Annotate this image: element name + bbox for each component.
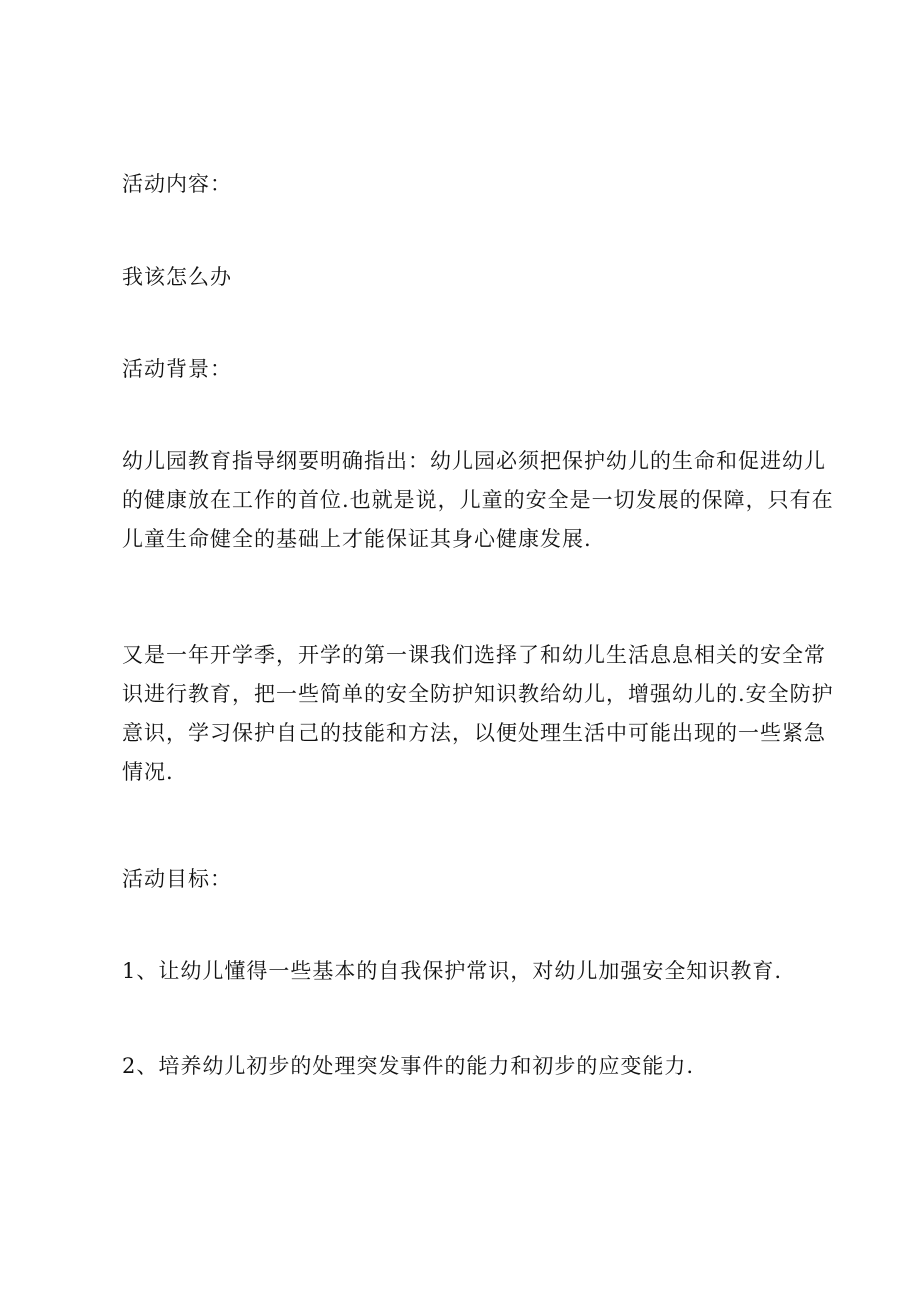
content-heading: [122, 165, 822, 204]
paragraph-line: 识进行教育，把一些简单的安全防护知识教给幼儿，增强幼儿的.安全防护: [122, 682, 834, 706]
goal-item-text: 1、让幼儿懂得一些基本的自我保护常识，对幼儿加强安全知识教育.: [122, 959, 783, 983]
goal-item-text: 2、培养幼儿初步的处理突发事件的能力和初步的应变能力.: [122, 1054, 695, 1078]
content-heading-text: 活动内容：: [122, 172, 232, 196]
activity-title-text: 我该怎么办: [122, 265, 232, 289]
goals-heading-text: 活动目标：: [122, 867, 232, 891]
paragraph-line: 又是一年开学季，开学的第一课我们选择了和幼儿生活息息相关的安全常: [122, 643, 826, 667]
background-heading-text: 活动背景：: [122, 357, 232, 381]
paragraph-line: 幼儿园教育指导纲要明确指出：幼儿园必须把保护幼儿的生命和促进幼儿: [122, 449, 826, 473]
goals-heading: [122, 860, 822, 899]
background-heading: [122, 350, 822, 389]
paragraph-line: 儿童生命健全的基础上才能保证其身心健康发展.: [122, 527, 592, 551]
goal-item-2: [122, 1047, 822, 1086]
background-paragraph-2: [122, 636, 834, 792]
background-paragraph-1: [122, 442, 834, 559]
goal-item-1: [122, 952, 822, 991]
paragraph-line: 的健康放在工作的首位.也就是说，儿童的安全是一切发展的保障，只有在: [122, 488, 834, 512]
paragraph-line: 意识，学习保护自己的技能和方法，以便处理生活中可能出现的一些紧急: [122, 721, 826, 745]
paragraph-line: 情况.: [122, 760, 174, 784]
activity-title: [122, 258, 822, 297]
